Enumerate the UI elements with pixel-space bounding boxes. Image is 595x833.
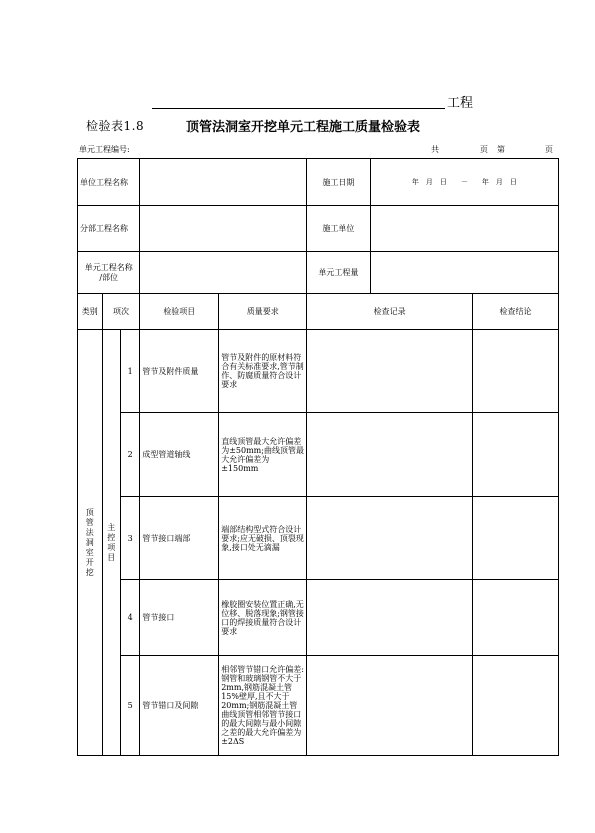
unit-work-name-line2: /部位 xyxy=(99,272,119,282)
unit-work-quantity-label: 单元工程量 xyxy=(307,252,370,294)
item-conclusion[interactable] xyxy=(472,580,558,656)
project-suffix: 工程 xyxy=(447,96,474,111)
category-label: 顶管法洞室开挖 xyxy=(85,507,94,577)
page-unit-label: 页 xyxy=(480,145,488,154)
item-requirement: 管节及附件的原材料符合有关标准要求,管节制作、防腐质量符合设计要求 xyxy=(219,330,307,413)
unit-work-name-line1: 单元工程名称 xyxy=(84,262,133,272)
unit-work-quantity-value[interactable] xyxy=(370,252,558,294)
item-record[interactable] xyxy=(307,656,473,756)
page-unit-label-2: 页 xyxy=(545,145,553,154)
col-item-no: 项次 xyxy=(102,294,140,330)
item-no: 3 xyxy=(120,497,139,580)
unit-no-label: 单元工程编号: xyxy=(79,145,130,154)
item-name: 管节及附件质量 xyxy=(140,330,219,413)
page-total-label: 共 xyxy=(431,145,439,154)
table-row xyxy=(78,580,559,656)
form-number: 检验表1.8 xyxy=(86,119,145,133)
item-requirement: 橡胶圈安装位置正确,无位移、脱落现象;钢管接口的焊接质量符合设计要求 xyxy=(219,580,307,656)
col-check-record: 检查记录 xyxy=(307,294,473,330)
sub-project-name-label: 分部工程名称 xyxy=(78,206,140,252)
item-conclusion[interactable] xyxy=(472,413,558,497)
item-no: 1 xyxy=(120,330,139,413)
project-name-underline xyxy=(152,108,445,109)
item-record[interactable] xyxy=(307,580,473,656)
category-cell xyxy=(78,330,103,756)
main-items-cell xyxy=(102,330,120,756)
unit-project-name-value[interactable] xyxy=(140,159,307,206)
col-check-conclusion: 检查结论 xyxy=(472,294,558,330)
unit-work-name-value[interactable] xyxy=(140,252,307,294)
item-name: 成型管道轴线 xyxy=(140,413,219,497)
item-record[interactable] xyxy=(307,330,473,413)
item-no: 5 xyxy=(120,656,139,756)
item-no: 4 xyxy=(120,580,139,656)
col-quality-req: 质量要求 xyxy=(219,294,307,330)
col-category: 类别 xyxy=(78,294,103,330)
item-record[interactable] xyxy=(307,413,473,497)
construction-unit-value[interactable] xyxy=(370,206,558,252)
item-name: 管节接口端部 xyxy=(140,497,219,580)
unit-work-name-label xyxy=(78,252,140,294)
construction-date-label: 施工日期 xyxy=(307,159,370,206)
main-items-label: 主控项目 xyxy=(107,522,116,562)
page-title: 顶管法洞室开挖单元工程施工质量检验表 xyxy=(186,120,421,135)
construction-date-value[interactable]: 年 月 日 － 年 月 日 xyxy=(370,159,558,206)
item-no: 2 xyxy=(120,413,139,497)
item-name: 管节错口及间隙 xyxy=(140,656,219,756)
unit-project-name-label: 单位工程名称 xyxy=(78,159,140,206)
page-no-label: 第 xyxy=(497,145,505,154)
item-record[interactable] xyxy=(307,497,473,580)
item-requirement: 端部结构型式符合设计要求;应无破损、顶裂现象,接口处无滴漏 xyxy=(219,497,307,580)
item-conclusion[interactable] xyxy=(472,330,558,413)
item-requirement: 相邻管节错口允许偏差:钢管和玻璃钢管不大于2mm,钢筋混凝土管15%壁厚,且不大于20mm;钢筋混凝土管曲线顶管相邻管节接口的最大间隙与最小间隙之差的最大允许偏差为±2ΔS xyxy=(219,656,307,756)
table-row xyxy=(78,330,559,413)
table-row xyxy=(78,656,559,756)
table-row xyxy=(78,497,559,580)
inspection-table xyxy=(77,158,559,756)
sub-project-name-value[interactable] xyxy=(140,206,307,252)
item-conclusion[interactable] xyxy=(472,497,558,580)
item-requirement: 直线顶管最大允许偏差为±50mm;曲线顶管最大允许偏差为±150mm xyxy=(219,413,307,497)
item-conclusion[interactable] xyxy=(472,656,558,756)
col-check-item: 检验项目 xyxy=(140,294,219,330)
item-name: 管节接口 xyxy=(140,580,219,656)
table-row xyxy=(78,413,559,497)
construction-unit-label: 施工单位 xyxy=(307,206,370,252)
